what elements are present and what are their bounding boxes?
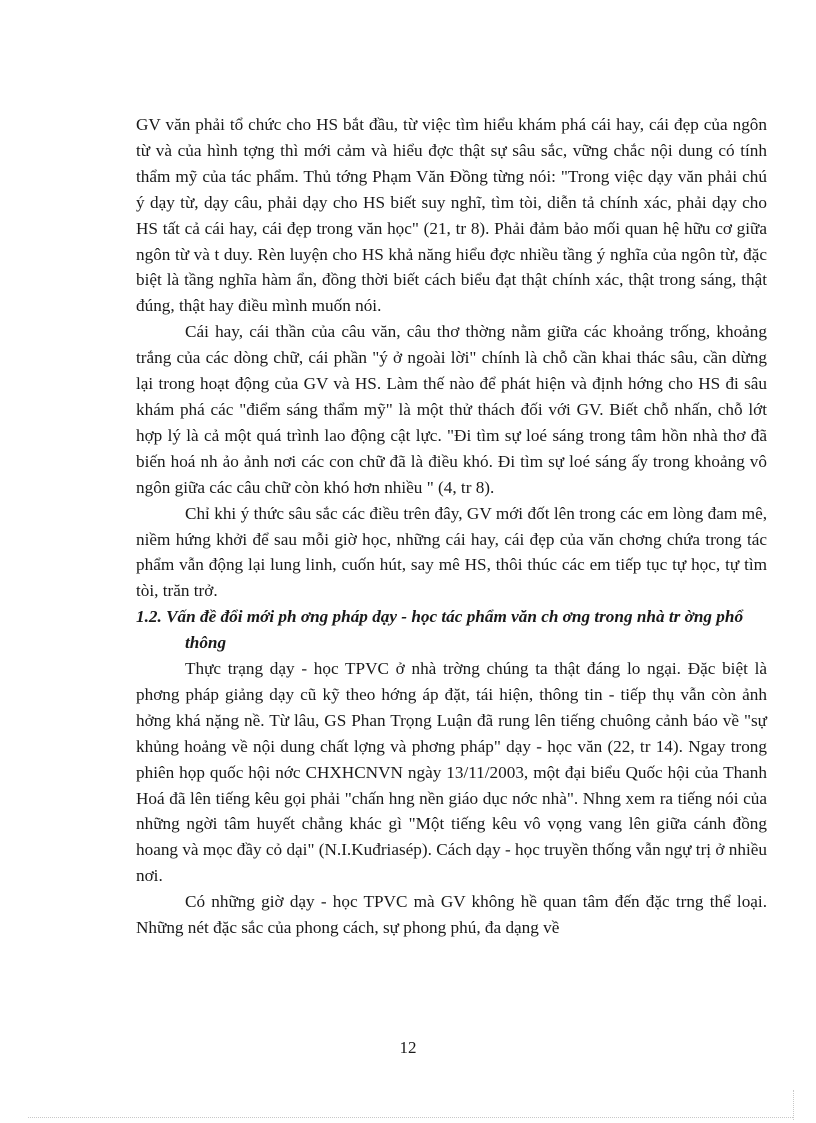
page-body (136, 112, 767, 941)
paragraph-5: Có những giờ dạy - học TPVC mà GV không hề quan tâm đến đặc trng thể loại. Những nét đặc sắc của phong cách, sự phong phú, đa dạng về (136, 892, 767, 938)
page-number: 12 (399, 1038, 417, 1057)
paragraph-3: Chỉ khi ý thức sâu sắc các điều trên đây, GV mới đốt lên trong các em lòng đam mê, niềm hứng khởi để sau mỗi giờ học, những cái hay, cái đẹp của văn chơng chứa trong tác phẩm vẫn động lại lung linh, cuốn hút, say mê HS, thôi thúc các em tiếp tục tự học, tự tìm tòi, trăn trở. (136, 503, 767, 601)
footer-divider (28, 1117, 793, 1118)
margin-divider (793, 1090, 794, 1120)
paragraph-1: GV văn phải tổ chức cho HS bắt đầu, từ việc tìm hiểu khám phá cái hay, cái đẹp của ngôn từ và của hình tợng thì mới cảm và hiểu đợc thật sự sâu sắc, vững chắc nội dung có tính thẩm mỹ của tác phẩm. Thủ tớng Phạm Văn Đồng từng nói: "Trong việc dạy văn phải chú ý dạy từ, dạy câu, phải dạy cho HS biết suy nghĩ, tìm tòi, diễn tả chính xác, phải dạy cho HS tất cả cái hay, cái đẹp trong văn học" (21, tr 8). Phải đảm bảo mối quan hệ hữu cơ giữa ngôn từ và t duy. Rèn luyện cho HS khả năng hiểu đợc nhiều tầng ý nghĩa của ngôn từ, đặc biệt là tầng nghĩa hàm ẩn, đồng thời biết cách biểu đạt thật chính xác, thật trong sáng, thật đúng, thật hay điều mình muốn nói. (136, 115, 767, 316)
paragraph-4: Thực trạng dạy - học TPVC ở nhà trờng chúng ta thật đáng lo ngại. Đặc biệt là phơng pháp giảng dạy cũ kỹ theo hớng áp đặt, tái hiện, thông tin - tiếp thụ vẫn còn ảnh hởng khá nặng nề. Từ lâu, GS Phan Trọng Luận đã rung lên tiếng chuông cảnh báo về "sự khủng hoảng về nội dung chất lợng và phơng pháp" dạy - học văn (22, tr 14). Ngay trong phiên họp quốc hội nớc CHXHCNVN ngày 13/11/2003, một đại biểu Quốc hội của Thanh Hoá đã lên tiếng kêu gọi phải "chấn hng nền giáo dục nớc nhà". Nhng xem ra tiếng nói của những ngời tâm huyết chẳng khác gì "Một tiếng kêu vô vọng vang lên giữa cánh đồng hoang và mọc đầy cỏ dại" (N.I.Kuđriasép). Cách dạy - học truyền thống vẫn ngự trị ở nhiều nơi. (136, 659, 767, 886)
paragraph-2: Cái hay, cái thần của câu văn, câu thơ thờng nằm giữa các khoảng trống, khoảng trắng của các dòng chữ, cái phần "ý ở ngoài lời" chính là chỗ cần khai thác sâu, cần dừng lại trong hoạt động của GV và HS. Làm thế nào để phát hiện và định hớng cho HS đi sâu khám phá các "điểm sáng thẩm mỹ" là một thử thách đối với GV. Biết chỗ nhấn, chỗ lớt hợp lý là cả một quá trình lao động cật lực. "Đi tìm sự loé sáng trong tâm hồn nhà thơ đã biến hoá nh ảo ảnh nơi các con chữ đã là điều khó. Đi tìm sự loé sáng ấy trong khoảng vô ngôn giữa các câu chữ còn khó hơn nhiều " (4, tr 8). (136, 322, 767, 497)
section-heading: 1.2. Vấn đề đổi mới ph ơng pháp dạy - học tác phẩm văn ch ơng trong nhà tr ờng phổ thông (136, 607, 744, 653)
